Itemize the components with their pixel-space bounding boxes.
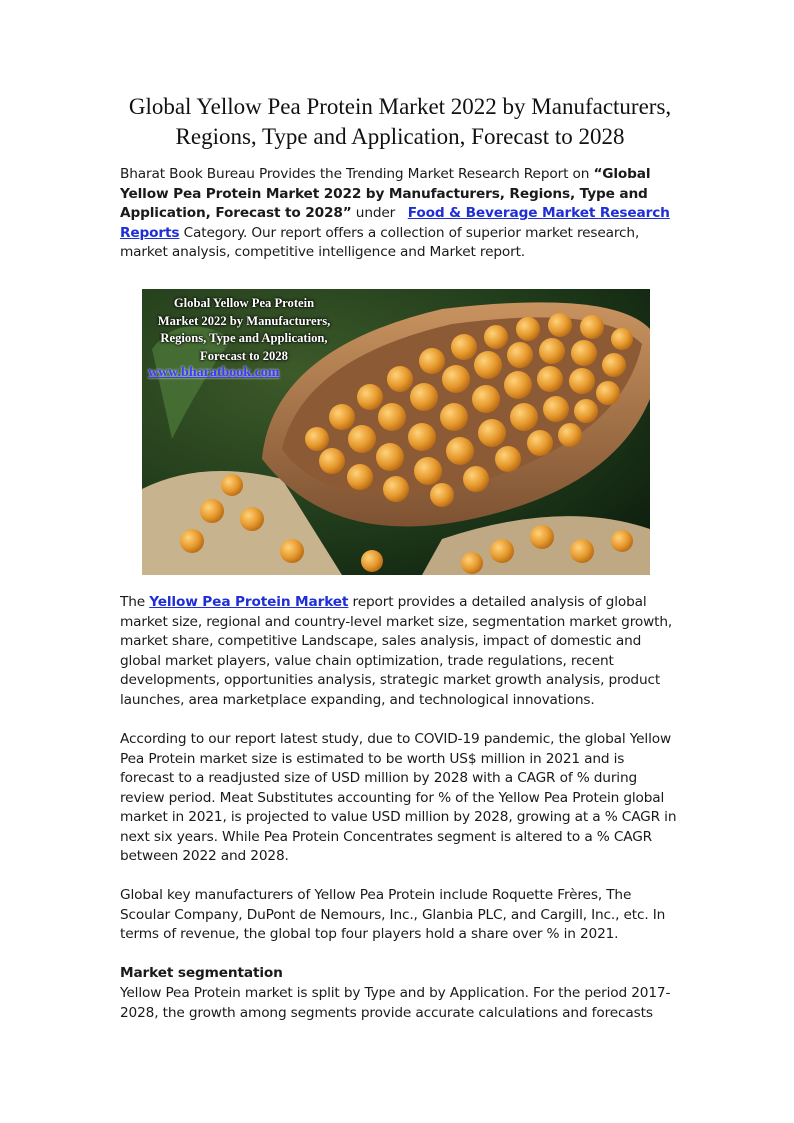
image-overlay-url: www.bharatbook.com: [148, 365, 280, 380]
intro-text-3: Category. Our report offers a collection of superior market research, market analysis, competitive intelligence and Market report.: [120, 224, 640, 260]
yellow-pea-protein-market-link[interactable]: Yellow Pea Protein Market: [149, 594, 349, 610]
p1-text-2: report provides a detailed analysis of global market size, regional and country-level market size, segmentation market growth, market share, competitive Landscape, sales analysis, impact of domestic and global market players, value chain optimization, trade regulations, recent developments, opportunities analysis, strategic market growth analysis, product launches, area marketplace expanding, and technological innovations.: [120, 594, 673, 708]
hero-image: [142, 289, 650, 575]
intro-report-name: “Global Yellow Pea Protein Market 2022 by Manufacturers, Regions, Type and Application, Forecast to 2028”: [120, 166, 651, 221]
p1-text-1: The: [120, 594, 150, 610]
intro-text-2: under: [351, 205, 400, 221]
title-line-1: Global Yellow Pea Protein Market 2022 by Manufacturers,: [128, 94, 672, 119]
intro-text-1: Bharat Book Bureau Provides the Trending Market Research Report on: [120, 166, 594, 182]
image-overlay-title: [146, 295, 342, 365]
market-segmentation-heading: Market segmentation: [120, 965, 283, 981]
overlay-line-3: Regions, Type and Application,: [160, 331, 328, 345]
market-segmentation-paragraph: Yellow Pea Protein market is split by Type and by Application. For the period 2017-2028, the growth among segments provide accurate calculations and forecasts: [120, 985, 671, 1021]
manufacturers-paragraph: Global key manufacturers of Yellow Pea Protein include Roquette Frères, The Scoular Company, DuPont de Nemours, Inc., Glanbia PLC, and Cargill, Inc., etc. In terms of revenue, the global top four players hold a share over % in 2021.: [120, 887, 666, 942]
market-overview-paragraph: [120, 593, 680, 710]
covid-study-paragraph: According to our report latest study, due to COVID-19 pandemic, the global Yellow Pea Protein market size is estimated to be worth US$ million in 2021 and is forecast to a readjusted size of USD million by 2028 with a CAGR of % during review period. Meat Substitutes accounting for % of the Yellow Pea Protein global market in 2021, is projected to value USD million by 2028, growing at a % CAGR in next six years. While Pea Protein Concentrates segment is altered to a % CAGR between 2022 and 2028.: [120, 731, 677, 864]
page-title: [120, 92, 680, 152]
food-beverage-reports-link[interactable]: Food & Beverage Market Research Reports: [120, 205, 670, 241]
title-line-2: Regions, Type and Application, Forecast to 2028: [175, 124, 625, 149]
overlay-line-4: Forecast to 2028: [200, 348, 288, 363]
intro-paragraph: [120, 165, 680, 263]
overlay-line-1: Global Yellow Pea Protein: [173, 296, 315, 310]
overlay-line-2: Market 2022 by Manufacturers,: [157, 313, 331, 328]
